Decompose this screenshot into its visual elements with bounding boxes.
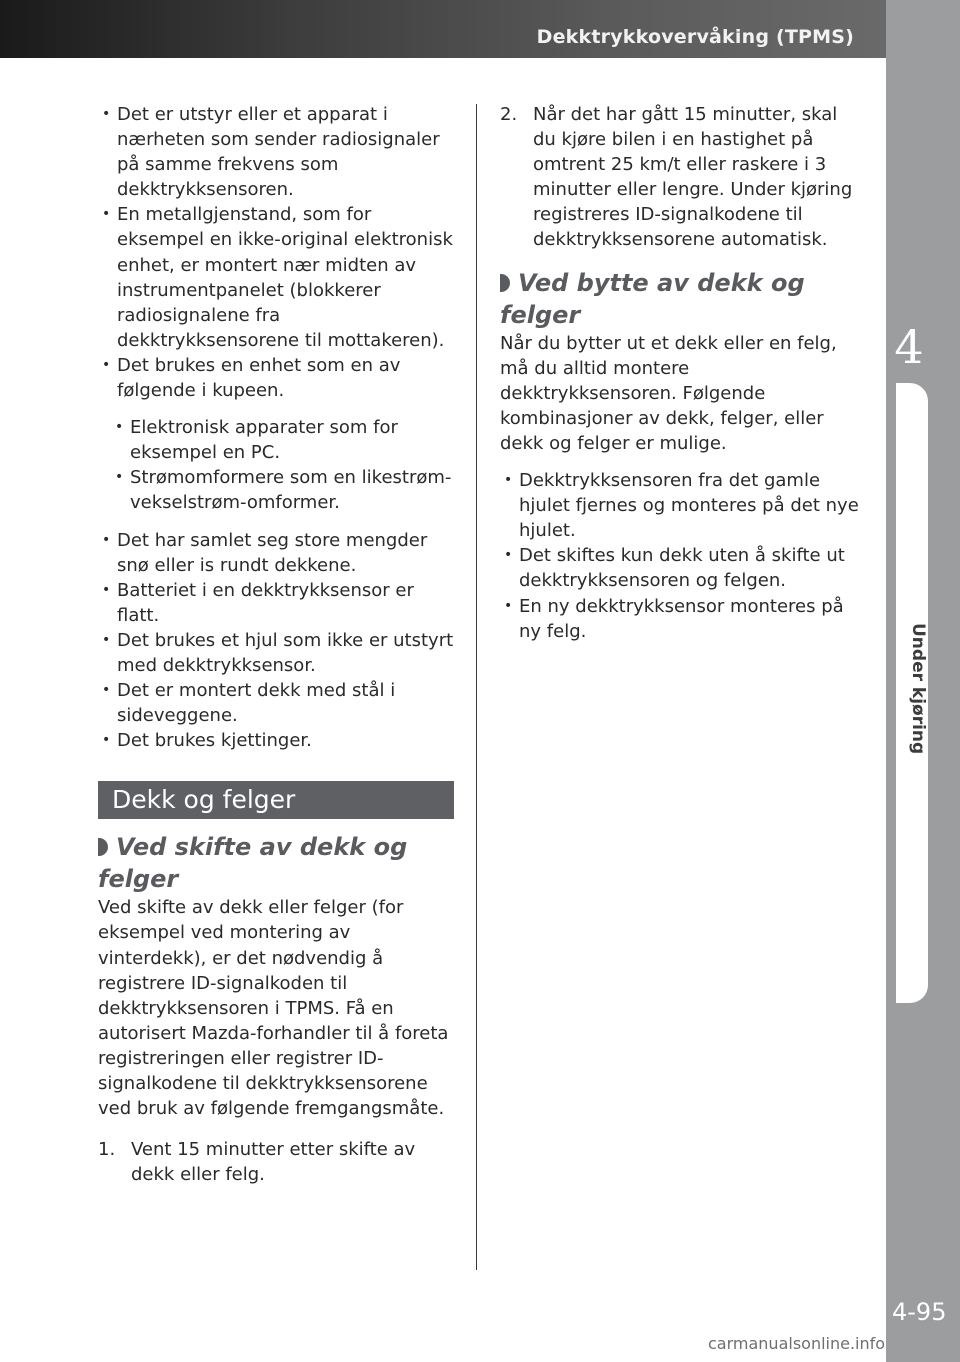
step-number: 1. [98, 1139, 116, 1161]
subheading-marker-icon [500, 274, 510, 292]
list-item: • Det brukes et hjul som ikke er utstyrt med dekktrykksensor. [98, 628, 458, 678]
step [98, 1137, 458, 1187]
step [500, 102, 862, 253]
list-item: • Dekktrykksensoren fra det gamle hjulet fjernes og monteres på det nye hjulet. [500, 468, 862, 543]
step-text: Vent 15 minutter etter skifte av dekk eller felg. [131, 1139, 416, 1186]
step-number: 2. [500, 104, 518, 125]
list-item: • Det er utstyr eller et apparat i nærheten som sender radiosignaler på samme frekvens som dekktrykksensoren. [98, 102, 458, 202]
list-item: • Det er montert dekk med stål i sideveggene. [98, 678, 458, 728]
list-item: • Det brukes kjettinger. [98, 728, 458, 753]
chapter-number: 4 [894, 320, 924, 374]
section-title: Dekk og felger [98, 781, 454, 819]
step-text: Når det har gått 15 minutter, skal du kjøre bilen i en hastighet på omtrent 25 km/t eller raskere i 3 minutter eller lengre. Under kjøring registreres ID-signalkodene til dekktrykksensorene automatisk. [533, 104, 853, 251]
list-item: • Det skiftes kun dekk uten å skifte ut dekktrykksensoren og felgen. [500, 543, 862, 593]
paragraph: Når du bytter ut et dekk eller en felg, må du alltid montere dekktrykksensoren. Følgende kombinasjoner av dekk, felger, eller dekk og felger er mulige. [500, 332, 837, 454]
sub-list-item: • Strømomformere som en likestrøm-vekselstrøm-omformer. [98, 465, 458, 515]
list-item: • En metallgjenstand, som for eksempel en ikke-original elektronisk enhet, er montert nær midten av instrumentpanelet (blokkerer radiosignalene fra dekktrykksensorene til mottakeren). [98, 202, 458, 353]
subheading-text: Ved bytte av dekk og felger [500, 268, 805, 329]
subheading [500, 267, 862, 331]
subheading [98, 831, 458, 895]
subheading-text: Ved skifte av dekk og felger [98, 833, 408, 894]
column-divider [476, 104, 477, 1270]
list-item: • Batteriet i en dekktrykksensor er flatt. [98, 578, 458, 628]
page-number: 4-95 [892, 1298, 947, 1326]
left-column [98, 102, 458, 1187]
list-item: • Det har samlet seg store mengder snø eller is rundt dekkene. [98, 528, 458, 578]
chapter-label: Under kjøring [908, 623, 928, 755]
right-column [500, 102, 862, 644]
paragraph: Ved skifte av dekk eller felger (for eksempel ved montering av vinterdekk), er det nødvendig å registrere ID-signalkoden til dekktrykksensoren i TPMS. Få en autorisert Mazda-forhandler til å foreta registreringen eller registrer ID-signalkodene til dekktrykksensorene ved bruk av følgende fremgangsmåte. [98, 897, 449, 1120]
list-item: • En ny dekktrykksensor monteres på ny felg. [500, 594, 862, 644]
subheading-marker-icon [98, 838, 108, 856]
list-item: • Det brukes en enhet som en av følgende i kupeen. [98, 353, 458, 403]
sub-list-item: • Elektronisk apparater som for eksempel en PC. [98, 415, 458, 465]
header-title: Dekktrykkovervåking (TPMS) [536, 26, 854, 48]
watermark: carmanualsonline.info [708, 1334, 886, 1353]
